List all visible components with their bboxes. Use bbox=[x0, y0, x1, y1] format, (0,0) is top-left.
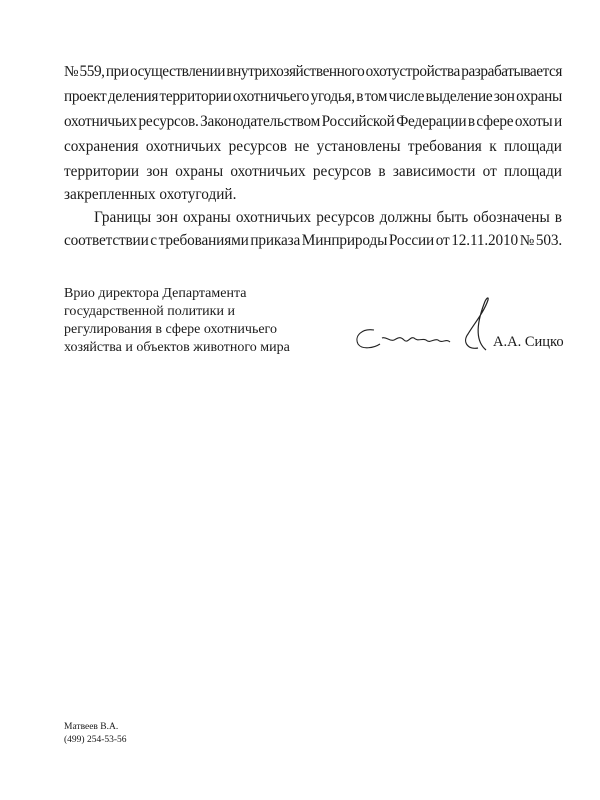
position-line: регулирования в сфере охотничьего bbox=[64, 322, 277, 337]
body-line: проект деления территории охотничьего угодья, в том числе выделение зон охраны bbox=[64, 88, 562, 105]
position-line: государственной политики и bbox=[64, 304, 235, 319]
body-line: № 559, при осуществлении внутрихозяйственного охотустройства разрабатывается bbox=[64, 63, 562, 80]
body-line: закрепленных охотугодий. bbox=[64, 186, 237, 203]
body-line: охотничьих ресурсов. Законодательством Российской Федерации в сфере охоты и bbox=[64, 113, 562, 130]
body-line: сохранения охотничьих ресурсов не установлены требования к площади bbox=[64, 138, 562, 155]
signatory-name: А.А. Сицко bbox=[493, 334, 564, 350]
handwritten-signature bbox=[350, 290, 490, 370]
position-line: Врио директора Департамента bbox=[64, 286, 247, 301]
executor-name: Матвеев В.А. bbox=[64, 722, 119, 732]
body-line: территории зон охраны охотничьих ресурсов в зависимости от площади bbox=[64, 163, 562, 180]
body-line: Границы зон охраны охотничьих ресурсов должны быть обозначены в bbox=[94, 209, 562, 226]
body-line: соответствии с требованиями приказа Минприроды России от 12.11.2010 № 503. bbox=[64, 232, 562, 249]
executor-phone: (499) 254-53-56 bbox=[64, 735, 127, 745]
position-line: хозяйства и объектов животного мира bbox=[64, 340, 290, 355]
